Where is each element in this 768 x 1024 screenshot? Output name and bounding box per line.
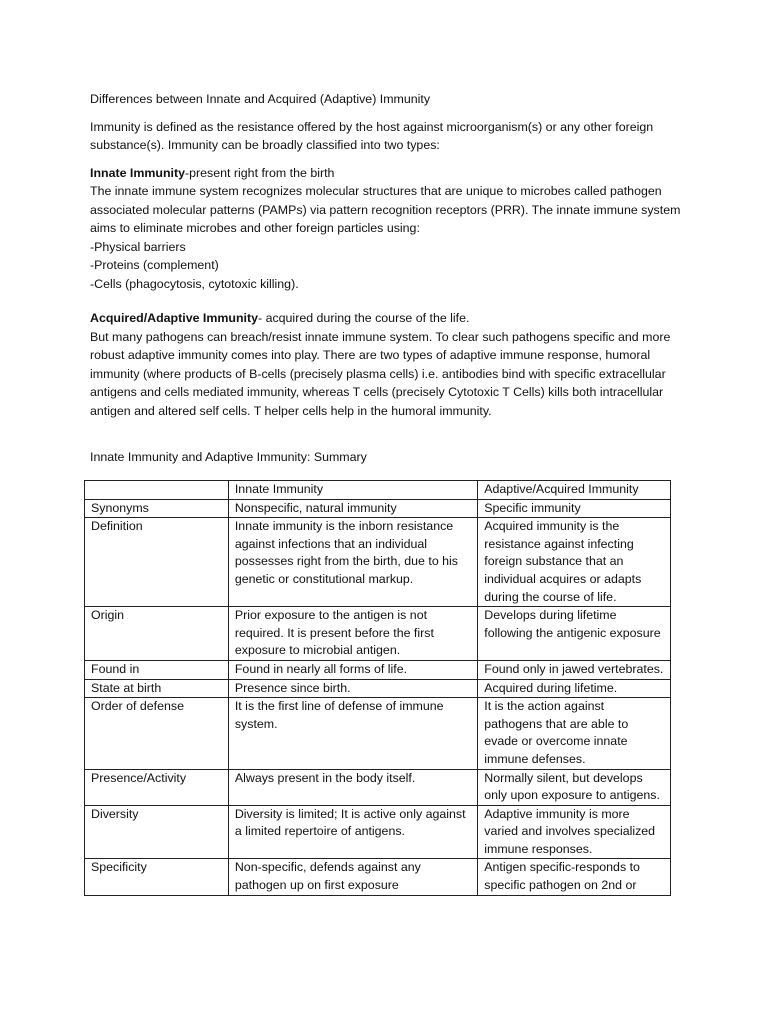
spacer (90, 293, 690, 309)
comparison-table (84, 480, 671, 896)
innate-cell: Innate immunity is the inborn resistance against infections that an individual possesses right from the birth, due to his genetic or constitutional markup. (228, 518, 477, 607)
table-row (85, 660, 671, 679)
innate-cell: Found in nearly all forms of life. (228, 660, 477, 679)
intro-paragraph: Immunity is defined as the resistance offered by the host against microorganism(s) or any other foreign substance(s). Immunity can be broadly classified into two types: (90, 119, 654, 152)
table-header-cell: Innate Immunity (228, 481, 477, 500)
row-label: Definition (85, 518, 229, 607)
adaptive-cell: It is the action against pathogens that are able to evade or overcome innate immune defenses. (478, 698, 671, 769)
table-row (85, 859, 671, 895)
innate-cell: Diversity is limited; It is active only against a limited repertoire of antigens. (228, 805, 477, 859)
row-label: Found in (85, 660, 229, 679)
adaptive-cell: Antigen specific-responds to specific pathogen on 2nd or (478, 859, 671, 895)
innate-cell: It is the first line of defense of immune system. (228, 698, 477, 769)
innate-cell: Prior exposure to the antigen is not required. It is present before the first exposure to microbial antigen. (228, 607, 477, 661)
summary-title: Innate Immunity and Adaptive Immunity: Summary (90, 450, 367, 464)
row-label: Synonyms (85, 499, 229, 518)
row-label: Order of defense (85, 698, 229, 769)
document-body (90, 90, 690, 420)
adaptive-heading-suffix: - acquired during the course of the life. (258, 311, 470, 325)
innate-heading-suffix: -present right from the birth (185, 165, 335, 180)
adaptive-cell: Found only in jawed vertebrates. (478, 660, 671, 679)
row-label: Presence/Activity (85, 769, 229, 805)
table-header-row (85, 481, 671, 500)
innate-cell: Always present in the body itself. (228, 769, 477, 805)
table-row (85, 679, 671, 698)
adaptive-heading-line (90, 309, 690, 328)
adaptive-body: But many pathogens can breach/resist innate immune system. To clear such pathogens specific and more robust adaptive immunity comes into play. There are two types of adaptive immune response, humoral immunity (where products of B-cells (precisely plasma cells) i.e. antibodies bind with specific extracellular antigens and cells mediated immunity, whereas T cells (precisely Cytotoxic T Cells) kills both intracellular antigen and altered self cells. T helper cells help in the humoral immunity. (90, 329, 671, 418)
innate-body: The innate immune system recognizes molecular structures that are unique to microbes called pathogen associated molecular patterns (PAMPs) via pattern recognition receptors (PRR). The innate immune system aims to eliminate microbes and other foreign particles using: (90, 184, 681, 235)
innate-list-item: -Cells (phagocytosis, cytotoxic killing). (90, 276, 299, 291)
adaptive-cell: Specific immunity (478, 499, 671, 518)
row-label: State at birth (85, 679, 229, 698)
innate-cell: Nonspecific, natural immunity (228, 499, 477, 518)
adaptive-cell: Develops during lifetime following the antigenic exposure (478, 607, 671, 661)
table-row (85, 607, 671, 661)
innate-cell: Presence since birth. (228, 679, 477, 698)
innate-heading-line (90, 164, 690, 183)
table-row (85, 805, 671, 859)
innate-list-item: -Proteins (complement) (90, 258, 219, 272)
table-row (85, 698, 671, 769)
table-row (85, 769, 671, 805)
adaptive-cell: Acquired during lifetime. (478, 679, 671, 698)
adaptive-cell: Normally silent, but develops only upon exposure to antigens. (478, 769, 671, 805)
innate-heading: Innate Immunity (90, 165, 186, 180)
row-label: Diversity (85, 805, 229, 859)
adaptive-cell: Adaptive immunity is more varied and involves specialized immune responses. (478, 805, 671, 859)
table-row (85, 499, 671, 518)
adaptive-heading: Acquired/Adaptive Immunity (90, 311, 258, 325)
adaptive-cell: Acquired immunity is the resistance against infecting foreign substance that an individual acquires or adapts during the course of life. (478, 518, 671, 607)
doc-title: Differences between Innate and Acquired (Adaptive) Immunity (90, 92, 431, 106)
table-row (85, 518, 671, 607)
innate-cell: Non-specific, defends against any pathogen up on first exposure (228, 859, 477, 895)
table-header-cell (85, 481, 229, 500)
row-label: Origin (85, 607, 229, 661)
table-header-cell: Adaptive/Acquired Immunity (478, 481, 671, 500)
row-label: Specificity (85, 859, 229, 895)
innate-list-item: -Physical barriers (90, 239, 186, 254)
